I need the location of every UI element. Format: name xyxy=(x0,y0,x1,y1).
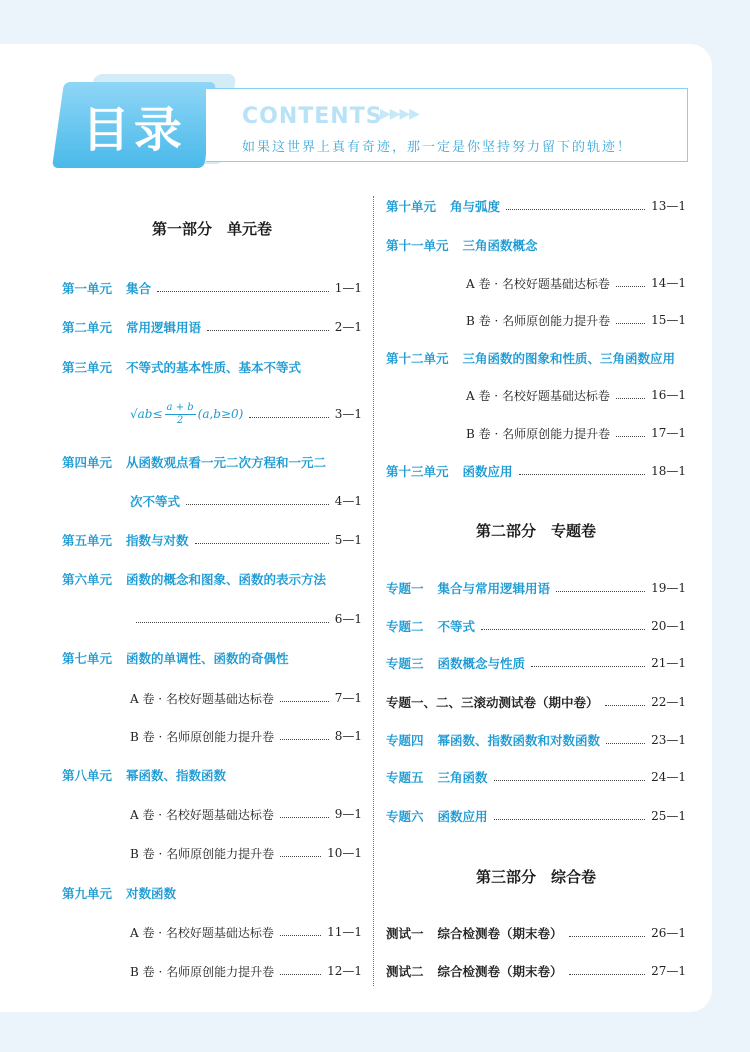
unit-label: 专题五 xyxy=(386,770,424,785)
toc-row[interactable] xyxy=(386,235,686,255)
page-number: 4—1 xyxy=(334,494,362,508)
unit-label: 第八单元 xyxy=(62,768,113,783)
toc-row[interactable] xyxy=(386,692,686,712)
page-number: 3—1 xyxy=(334,407,362,421)
page-number: 18—1 xyxy=(651,464,686,478)
unit-label: 第五单元 xyxy=(62,533,113,548)
topic-label: 从函数观点看一元二次方程和一元二 xyxy=(126,455,327,470)
topic-label: 函数应用 xyxy=(462,464,513,479)
sub-paper-label: A 卷 · 名校好题基础达标卷 xyxy=(130,807,274,822)
dot-leader xyxy=(494,780,646,781)
page-number: 15—1 xyxy=(651,313,686,327)
unit-label: 第三单元 xyxy=(62,360,113,375)
dot-leader xyxy=(280,739,329,740)
unit-label: 第六单元 xyxy=(62,572,113,587)
unit-label: 第二单元 xyxy=(62,320,113,335)
toc-row[interactable] xyxy=(130,609,362,629)
dot-leader xyxy=(606,743,645,744)
page-number: 27—1 xyxy=(651,964,686,978)
toc-row[interactable] xyxy=(130,688,362,708)
page-number: 9—1 xyxy=(334,807,362,821)
formula-fraction xyxy=(165,402,196,427)
page-number: 8—1 xyxy=(334,729,362,743)
page-title: 目录 xyxy=(81,101,186,158)
topic-label: 三角函数 xyxy=(437,770,488,785)
unit-label: 专题一 xyxy=(386,581,424,596)
sub-paper-label: B 卷 · 名师原创能力提升卷 xyxy=(466,426,611,441)
unit-label: 第四单元 xyxy=(62,455,113,470)
unit-label: 第十单元 xyxy=(386,199,437,214)
dot-leader xyxy=(207,330,329,331)
dot-leader xyxy=(157,291,329,292)
dot-leader xyxy=(280,817,329,818)
toc-row[interactable] xyxy=(386,961,686,981)
toc-row[interactable] xyxy=(62,278,362,298)
part1-title: 第一部分 单元卷 xyxy=(151,220,272,238)
toc-row[interactable] xyxy=(466,310,686,330)
page-number: 16—1 xyxy=(651,388,686,402)
topic-label: 函数应用 xyxy=(437,809,488,824)
toc-row[interactable] xyxy=(130,491,362,511)
dot-leader xyxy=(616,286,645,287)
toc-row[interactable] xyxy=(62,883,362,903)
dot-leader xyxy=(519,474,646,475)
page-number: 2—1 xyxy=(334,320,362,334)
dot-leader xyxy=(605,705,646,706)
column-divider xyxy=(373,196,374,986)
toc-row[interactable] xyxy=(62,765,362,785)
toc-row[interactable] xyxy=(386,196,686,216)
page-number: 7—1 xyxy=(334,691,362,705)
topic-label: 综合检测卷（期末卷） xyxy=(437,964,563,979)
dot-leader xyxy=(569,936,646,937)
sub-paper-label: B 卷 · 名师原创能力提升卷 xyxy=(130,964,275,979)
topic-label: 不等式 xyxy=(437,619,476,634)
page-number: 17—1 xyxy=(651,426,686,440)
topic-label: 指数与对数 xyxy=(126,533,189,548)
unit-label: 测试二 xyxy=(386,964,424,979)
page-number: 26—1 xyxy=(651,926,686,940)
topic-label: 专题一、二、三滚动测试卷（期中卷） xyxy=(386,695,599,710)
dot-leader xyxy=(195,543,329,544)
formula-denominator: 2 xyxy=(176,414,184,426)
dot-leader xyxy=(186,504,329,505)
dot-leader xyxy=(569,974,646,975)
toc-row[interactable] xyxy=(62,648,362,668)
sub-paper-label: A 卷 · 名校好题基础达标卷 xyxy=(466,388,610,403)
topic-label: 三角函数概念 xyxy=(462,238,538,253)
arrows-decoration: ▶▶▶▶ xyxy=(380,106,420,122)
topic-label: 集合与常用逻辑用语 xyxy=(437,581,551,596)
page-number: 5—1 xyxy=(334,533,362,547)
topic-label: 集合 xyxy=(126,281,152,296)
page-number: 23—1 xyxy=(651,733,686,747)
unit-label: 专题三 xyxy=(386,656,424,671)
dot-leader xyxy=(616,323,645,324)
page-number: 6—1 xyxy=(334,612,362,626)
toc-row[interactable] xyxy=(466,385,686,405)
page-number: 1—1 xyxy=(334,281,362,295)
toc-row[interactable] xyxy=(130,922,362,942)
topic-label: 幂函数、指数函数 xyxy=(126,768,227,783)
page-number: 20—1 xyxy=(651,619,686,633)
toc-row[interactable] xyxy=(62,317,362,337)
toc-row[interactable] xyxy=(130,961,362,981)
unit-label: 专题四 xyxy=(386,733,424,748)
sub-paper-label: A 卷 · 名校好题基础达标卷 xyxy=(130,691,274,706)
motto-text: 如果这世界上真有奇迹，那一定是你坚持努力留下的轨迹！ xyxy=(242,140,633,155)
formula-numerator: a + b xyxy=(166,401,194,413)
toc-row[interactable] xyxy=(130,400,362,428)
page-number: 25—1 xyxy=(651,809,686,823)
topic-label: 函数概念与性质 xyxy=(437,656,526,671)
toc-row[interactable] xyxy=(386,767,686,787)
unit-label: 第十三单元 xyxy=(386,464,449,479)
unit-label: 专题二 xyxy=(386,619,424,634)
dot-leader xyxy=(249,417,328,418)
topic-label: 不等式的基本性质、基本不等式 xyxy=(126,360,302,375)
unit-label: 第一单元 xyxy=(62,281,113,296)
toc-row[interactable] xyxy=(386,923,686,943)
formula-condition: (a,b≥0) xyxy=(197,407,244,421)
inequality-formula xyxy=(130,402,243,427)
dot-leader xyxy=(481,629,645,630)
page-number: 24—1 xyxy=(651,770,686,784)
unit-label: 第九单元 xyxy=(62,886,113,901)
toc-row[interactable] xyxy=(466,423,686,443)
topic-label: 综合检测卷（期末卷） xyxy=(437,926,563,941)
toc-row[interactable] xyxy=(62,530,362,550)
dot-leader xyxy=(136,622,329,623)
page-number: 21—1 xyxy=(651,656,686,670)
unit-label: 第七单元 xyxy=(62,651,113,666)
unit-label: 专题六 xyxy=(386,809,424,824)
dot-leader xyxy=(616,398,645,399)
sub-paper-label: A 卷 · 名校好题基础达标卷 xyxy=(466,276,610,291)
sub-paper-label: A 卷 · 名校好题基础达标卷 xyxy=(130,925,274,940)
unit-label: 第十一单元 xyxy=(386,238,449,253)
contents-label: CONTENTS xyxy=(242,104,383,129)
unit-label: 测试一 xyxy=(386,926,424,941)
dot-leader xyxy=(280,701,329,702)
topic-label: 对数函数 xyxy=(126,886,177,901)
topic-label: 常用逻辑用语 xyxy=(126,320,202,335)
dot-leader xyxy=(616,436,645,437)
toc-row[interactable] xyxy=(386,730,686,750)
sub-paper-label: B 卷 · 名师原创能力提升卷 xyxy=(466,313,611,328)
toc-row[interactable] xyxy=(386,616,686,636)
dot-leader xyxy=(494,819,646,820)
unit-label: 第十二单元 xyxy=(386,351,449,366)
page-number: 13—1 xyxy=(651,199,686,213)
formula-sqrt: √ab xyxy=(130,407,153,421)
dot-leader xyxy=(280,974,321,975)
toc-row[interactable] xyxy=(386,348,686,368)
toc-row[interactable] xyxy=(386,461,686,481)
dot-leader xyxy=(280,856,321,857)
dot-leader xyxy=(531,666,645,667)
part3-title: 第三部分 综合卷 xyxy=(475,868,596,886)
topic-label: 三角函数的图象和性质、三角函数应用 xyxy=(462,351,676,366)
topic-label: 幂函数、指数函数和对数函数 xyxy=(437,733,601,748)
toc-row[interactable] xyxy=(130,804,362,824)
page-number: 22—1 xyxy=(651,695,686,709)
toc-row[interactable] xyxy=(130,726,362,746)
toc-row[interactable] xyxy=(62,357,362,377)
topic-label: 次不等式 xyxy=(130,494,181,509)
header-title-tab xyxy=(52,82,216,168)
page-number: 14—1 xyxy=(651,276,686,290)
toc-row[interactable] xyxy=(62,569,362,589)
toc-row[interactable] xyxy=(62,452,362,472)
toc-row[interactable] xyxy=(386,578,686,598)
sub-paper-label: B 卷 · 名师原创能力提升卷 xyxy=(130,846,275,861)
sub-paper-label: B 卷 · 名师原创能力提升卷 xyxy=(130,729,275,744)
dot-leader xyxy=(556,591,645,592)
page-number: 19—1 xyxy=(651,581,686,595)
formula-le: ≤ xyxy=(152,407,163,421)
topic-label: 角与弧度 xyxy=(450,199,501,214)
toc-row[interactable] xyxy=(386,653,686,673)
toc-row[interactable] xyxy=(466,273,686,293)
toc-row[interactable] xyxy=(386,806,686,826)
toc-row[interactable] xyxy=(130,843,362,863)
part2-title: 第二部分 专题卷 xyxy=(475,522,596,540)
dot-leader xyxy=(506,209,645,210)
topic-label: 函数的概念和图象、函数的表示方法 xyxy=(126,572,327,587)
page-number: 12—1 xyxy=(327,964,362,978)
topic-label: 函数的单调性、函数的奇偶性 xyxy=(126,651,289,666)
page-number: 10—1 xyxy=(327,846,362,860)
dot-leader xyxy=(280,935,321,936)
page-number: 11—1 xyxy=(327,925,362,939)
